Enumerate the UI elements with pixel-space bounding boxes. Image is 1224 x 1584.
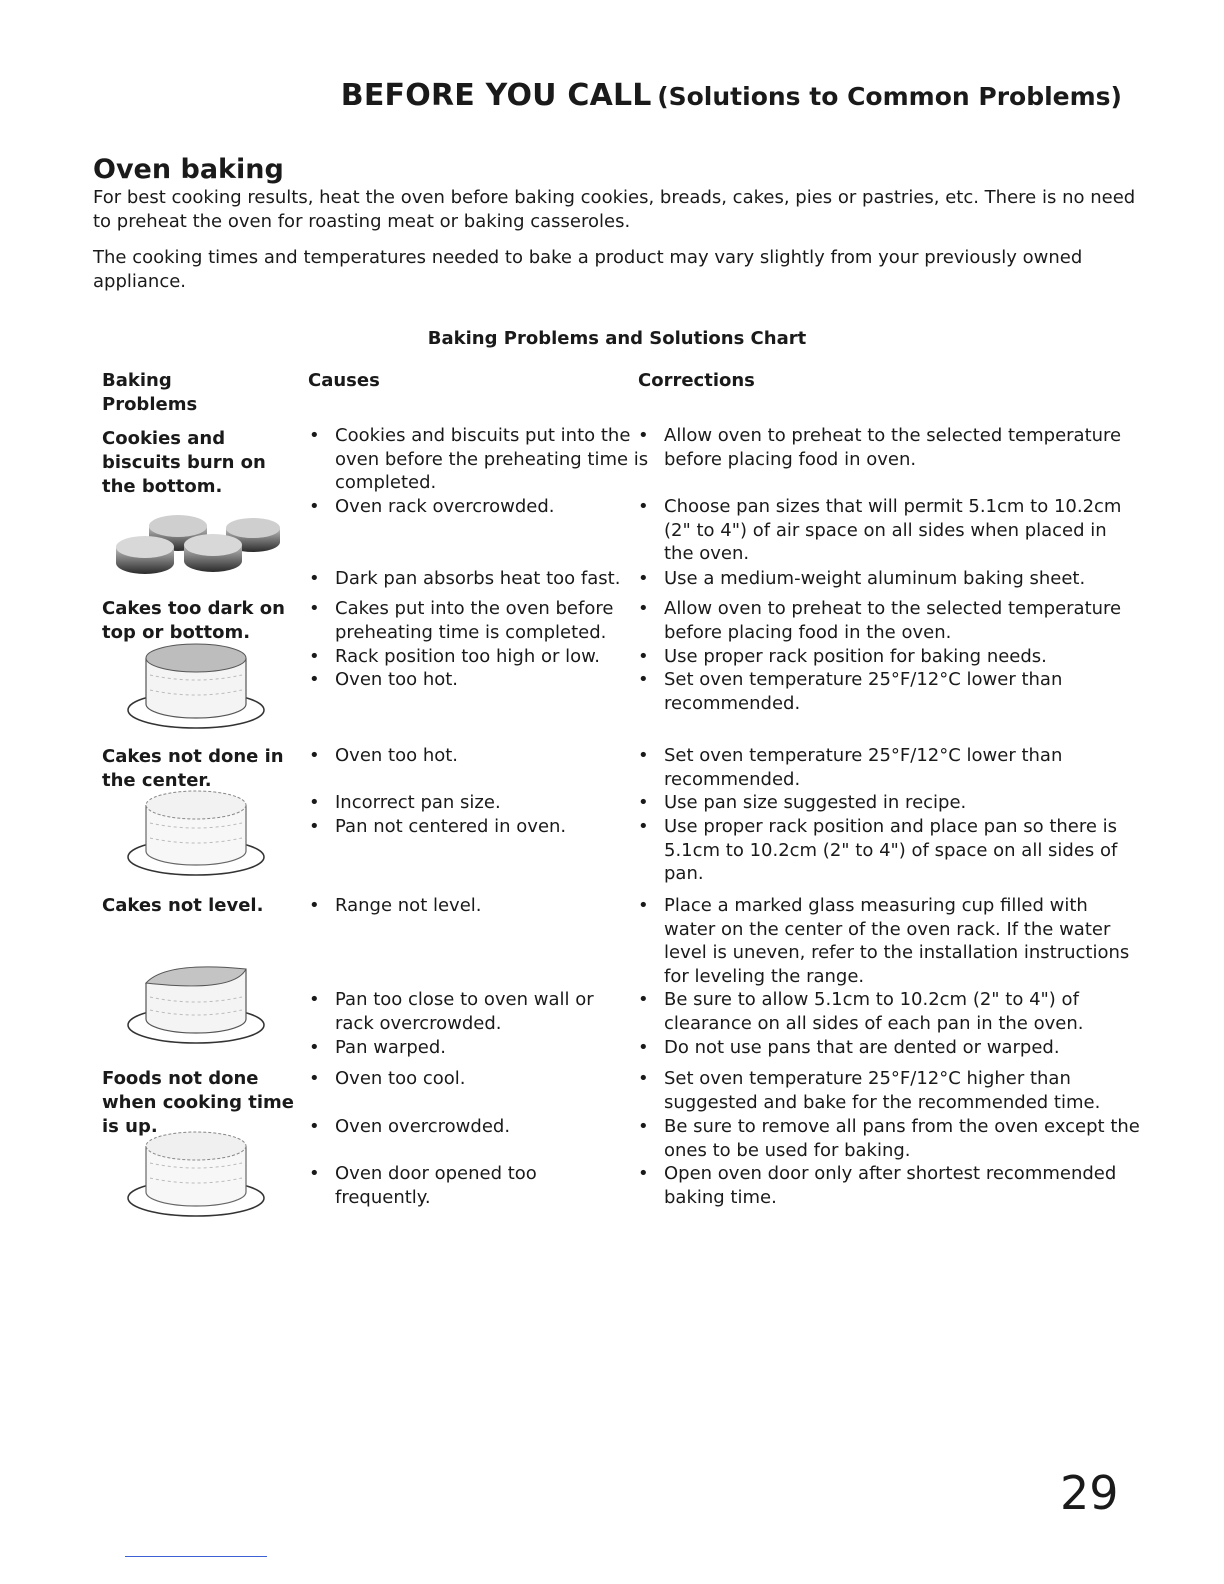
cookies-illustration <box>108 500 293 585</box>
correction-item: • Be sure to remove all pans from the oven except the ones to be used for baking. <box>638 1115 1144 1162</box>
correction-item: • Use pan size suggested in recipe. <box>638 791 1164 815</box>
cause-item: • Pan warped. <box>309 1036 655 1060</box>
cause-item: • Oven too cool. <box>309 1067 655 1091</box>
footer-rule <box>125 1556 267 1557</box>
cause-item: • Dark pan absorbs heat too fast. <box>309 567 655 591</box>
problem-label: Cakes not level. <box>102 895 264 916</box>
correction-item: • Do not use pans that are dented or warped. <box>638 1036 1164 1060</box>
cause-item: • Oven too hot. <box>309 744 655 768</box>
cause-item: • Pan not centered in oven. <box>309 815 655 839</box>
problem-label: Cakes too dark on top or bottom. <box>102 598 285 643</box>
cause-item: • Range not level. <box>309 894 655 918</box>
page-title: BEFORE YOU CALL <box>340 78 652 113</box>
cause-item: • Rack position too high or low. <box>309 645 655 669</box>
column-header-corrections: Corrections <box>638 370 755 391</box>
column-header-causes: Causes <box>308 370 380 391</box>
correction-item: • Allow oven to preheat to the selected temperature before placing food in the oven. <box>638 597 1134 644</box>
correction-item: • Open oven door only after shortest recommended baking time. <box>638 1162 1124 1209</box>
correction-item: • Set oven temperature 25°F/12°C higher than suggested and bake for the recommended time. <box>638 1067 1124 1114</box>
chart-title: Baking Problems and Solutions Chart <box>427 328 807 349</box>
correction-item: • Set oven temperature 25°F/12°C lower than recommended. <box>638 668 1084 715</box>
problem-label: Cookies and biscuits burn on the bottom. <box>102 428 266 497</box>
cake-illustration <box>118 640 273 735</box>
cause-item: • Incorrect pan size. <box>309 791 655 815</box>
intro-paragraph: The cooking times and temperatures needed to bake a product may vary slightly from your previously owned appliance. <box>93 247 1083 292</box>
correction-item: • Set oven temperature 25°F/12°C lower than recommended. <box>638 744 1084 791</box>
page-subtitle: (Solutions to Common Problems) <box>657 82 1122 111</box>
correction-item: • Choose pan sizes that will permit 5.1cm to 10.2cm (2" to 4") of air space on all sides when placed in the oven. <box>638 495 1134 566</box>
cause-item: • Cookies and biscuits put into the oven before the preheating time is completed. <box>309 424 655 495</box>
cause-item: • Pan too close to oven wall or rack overcrowded. <box>309 988 625 1035</box>
cake-illustration <box>118 955 273 1050</box>
correction-item: • Place a marked glass measuring cup filled with water on the center of the oven rack. If the water level is uneven, refer to the installation instructions for leveling the range. <box>638 894 1144 988</box>
cake-illustration <box>118 785 273 880</box>
correction-item: • Use proper rack position for baking needs. <box>638 645 1164 669</box>
section-title: Oven baking <box>93 154 284 185</box>
cookie-shape <box>116 536 174 574</box>
cause-item: • Oven too hot. <box>309 668 655 692</box>
correction-item: • Use a medium-weight aluminum baking sheet. <box>638 567 1164 591</box>
correction-item: • Be sure to allow 5.1cm to 10.2cm (2" to 4") of clearance on all sides of each pan in the oven. <box>638 988 1124 1035</box>
cause-item: • Oven overcrowded. <box>309 1115 655 1139</box>
cookie-shape <box>184 534 242 572</box>
page-number: 29 <box>1060 1466 1119 1520</box>
cause-item: • Cakes put into the oven before preheating time is completed. <box>309 597 655 644</box>
column-header-problems: Baking Problems <box>102 370 198 415</box>
problem-label: Cakes not done in the center. <box>102 746 284 791</box>
page-header <box>0 78 1122 113</box>
intro-paragraph: For best cooking results, heat the oven before baking cookies, breads, cakes, pies or pastries, etc. There is no need to preheat the oven for roasting meat or baking casseroles. <box>93 187 1136 232</box>
cause-item: • Oven door opened too frequently. <box>309 1162 575 1209</box>
cause-item: • Oven rack overcrowded. <box>309 495 655 519</box>
correction-item: • Use proper rack position and place pan so there is 5.1cm to 10.2cm (2" to 4") of space on all sides of pan. <box>638 815 1144 886</box>
correction-item: • Allow oven to preheat to the selected temperature before placing food in oven. <box>638 424 1134 471</box>
cake-illustration <box>118 1128 273 1223</box>
problem-label: Foods not done when cooking time is up. <box>102 1068 294 1137</box>
